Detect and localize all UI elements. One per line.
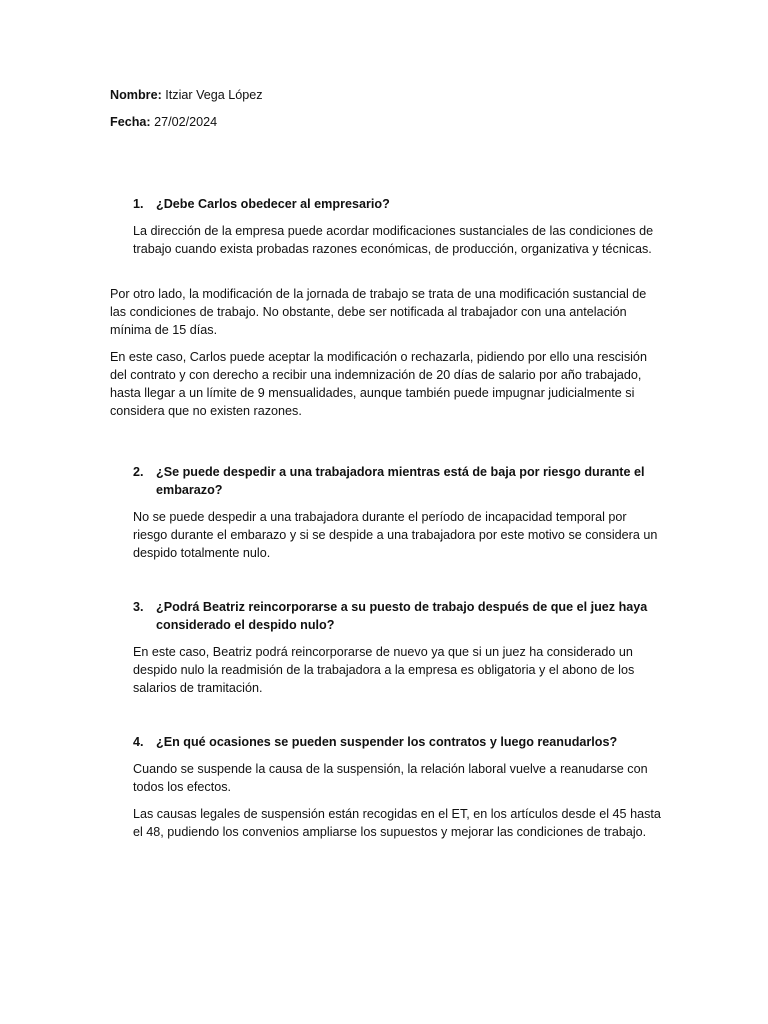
name-label: Nombre:: [110, 88, 162, 102]
answer-paragraph: Por otro lado, la modificación de la jornada de trabajo se trata de una modificación sustancial de las condiciones de trabajo. No obstante, debe ser notificada al trabajador con una antelación mínima de 15 días.: [110, 287, 647, 337]
question-number: 1.: [133, 197, 144, 211]
question-title: ¿Debe Carlos obedecer al empresario?: [156, 197, 390, 211]
question-title: ¿Podrá Beatriz reincorporarse a su puesto de trabajo después de que el juez haya considerado el despido nulo?: [156, 600, 648, 632]
question-number: 2.: [133, 465, 144, 479]
answer-paragraph: No se puede despedir a una trabajadora durante el período de incapacidad temporal por riesgo durante el embarazo y si se despide a una trabajadora por este motivo se considera un despido totalmente nulo.: [133, 510, 658, 560]
name-value: Itziar Vega López: [165, 88, 263, 102]
question-3-heading: [133, 598, 653, 634]
question-title: ¿En qué ocasiones se pueden suspender los contratos y luego reanudarlos?: [156, 735, 618, 749]
answer-paragraph: Cuando se suspende la causa de la suspensión, la relación laboral vuelve a reanudarse con todos los efectos.: [133, 762, 648, 794]
date-value: 27/02/2024: [154, 115, 218, 129]
answer-paragraph: En este caso, Carlos puede aceptar la modificación o rechazarla, pidiendo por ello una rescisión del contrato y con derecho a recibir una indemnización de 20 días de salario por año trabajado, hasta llegar a un límite de 9 mensualidades, aunque también puede impugnar judicialmente si considera que no existen razones.: [110, 350, 647, 418]
question-number: 3.: [133, 600, 144, 614]
question-1-heading: [133, 195, 653, 213]
date-label: Fecha:: [110, 115, 151, 129]
question-2-heading: [133, 463, 653, 499]
answer-paragraph: Las causas legales de suspensión están recogidas en el ET, en los artículos desde el 45 hasta el 48, pudiendo los convenios ampliarse los supuestos y mejorar las condiciones de trabajo.: [133, 807, 661, 839]
question-title: ¿Se puede despedir a una trabajadora mientras está de baja por riesgo durante el embarazo?: [156, 465, 645, 497]
question-number: 4.: [133, 735, 144, 749]
answer-paragraph: La dirección de la empresa puede acordar modificaciones sustanciales de las condiciones de trabajo cuando exista probadas razones económicas, de producción, organizativa y técnicas.: [133, 224, 654, 256]
answer-paragraph: En este caso, Beatriz podrá reincorporarse de nuevo ya que si un juez ha considerado un despido nulo la readmisión de la trabajadora a la empresa es obligatoria y el abono de los salarios de tramitación.: [133, 645, 635, 695]
date-line: [110, 113, 217, 131]
name-line: [110, 86, 263, 104]
question-4-heading: [133, 733, 653, 751]
